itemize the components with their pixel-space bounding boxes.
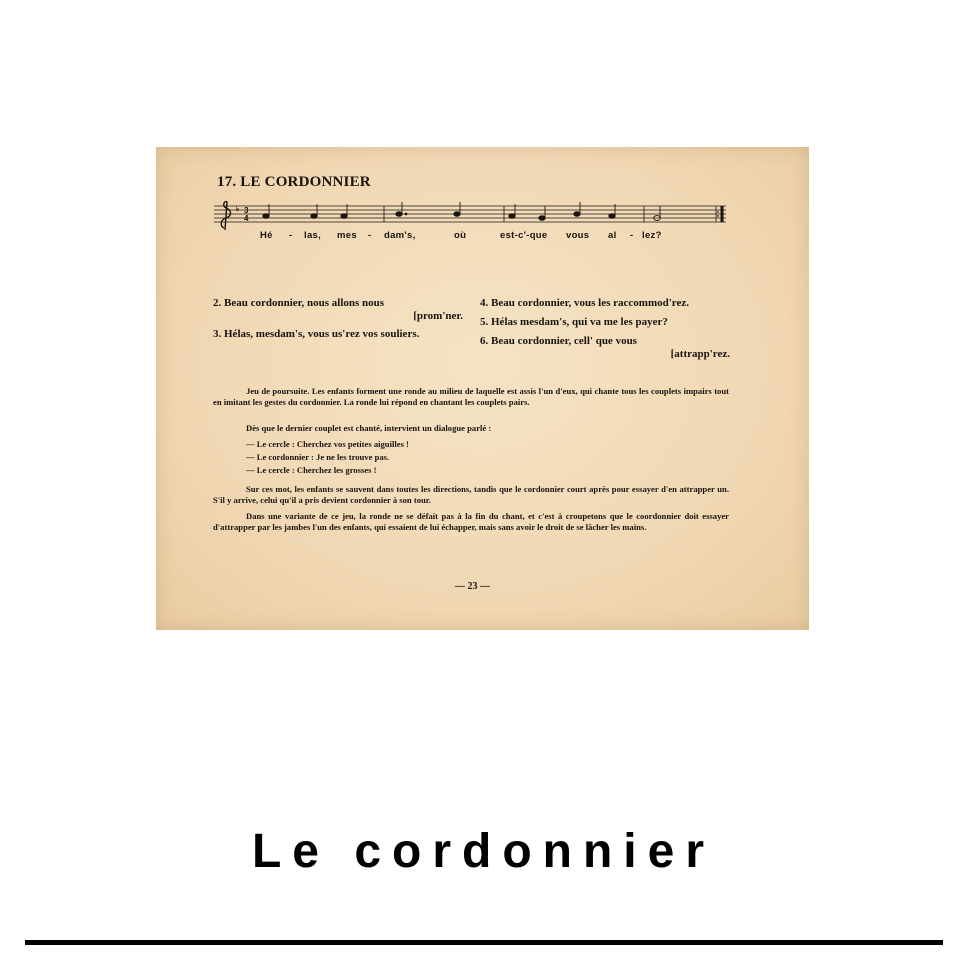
lyric-syllable: vous — [566, 230, 590, 241]
couplet-6 — [480, 335, 730, 361]
page-number: — 23 — — [455, 581, 490, 592]
couplet-3 — [213, 328, 473, 341]
caption-title: Le cordonnier — [251, 825, 716, 878]
paragraph-rules: Jeu de poursuite. Les enfants forment une ronde au milieu de laquelle est assis l'un d'eux, qui chante tous les couplets impairs tout en imitant les gestes du cordonnier. La ronde lui répond en chantant les couplets pairs. — [213, 386, 729, 407]
song-title: 17. LE CORDONNIER — [217, 174, 371, 190]
couplet-continuation: [prom'ner. — [413, 310, 463, 322]
lyric-syllable: lez? — [642, 230, 662, 241]
couplet-5 — [480, 316, 735, 329]
couplet-text: 6. Beau cordonnier, cell' que vous — [480, 335, 637, 347]
paragraph-chase: Sur ces mot, les enfants se sauvent dans toutes les directions, tandis que le cordonnier court après pour essayer d'en attrapper un. S'il y arrive, celui qu'il a pris devient cordonnier à son tour. — [213, 484, 729, 505]
dialogue-line: — Le cercle : Cherchez les grosses ! — [246, 465, 377, 475]
lyric-syllable: où — [454, 230, 467, 241]
lyric-syllable: dam's, — [384, 230, 416, 241]
flat-icon: ♭ — [236, 206, 240, 213]
lyric-syllable: mes — [337, 230, 357, 241]
lyric-syllable: est-c'-que — [500, 230, 548, 241]
lyrics-line — [214, 230, 726, 244]
couplet-text: 3. Hélas, mesdam's, vous us'rez vos souliers. — [213, 328, 420, 340]
lyric-syllable: al — [608, 230, 617, 241]
lyric-syllable: las, — [304, 230, 322, 241]
time-signature-icon: 3 — [244, 206, 249, 215]
couplet-4 — [480, 297, 735, 310]
couplet-text: 4. Beau cordonnier, vous les raccommod'rez. — [480, 297, 689, 309]
bottom-rule — [25, 940, 943, 945]
couplet-2 — [213, 297, 463, 323]
lyric-syllable: - — [368, 230, 372, 241]
lyric-syllable: - — [630, 230, 634, 241]
couplet-text: 5. Hélas mesdam's, qui va me les payer? — [480, 316, 668, 328]
lyric-syllable: - — [289, 230, 293, 241]
dialogue-line: — Le cercle : Cherchez vos petites aiguilles ! — [246, 439, 409, 449]
dialogue-line: — Le cordonnier : Je ne les trouve pas. — [246, 452, 390, 462]
lyric-syllable: Hé — [260, 230, 273, 241]
svg-text:4: 4 — [244, 214, 249, 223]
paragraph-dialogue-intro: Dès que le dernier couplet est chanté, intervient un dialogue parlé : — [246, 423, 492, 433]
couplet-text: 2. Beau cordonnier, nous allons nous — [213, 297, 385, 309]
music-staff — [214, 200, 726, 232]
couplet-continuation: [attrapp'rez. — [670, 348, 730, 360]
book-page-scan — [156, 147, 809, 630]
paragraph-variant: Dans une variante de ce jeu, la ronde ne se défait pas à la fin du chant, et c'est à croupetons que le coordonnier doit essayer d'attrapper par les jambes l'un des enfants, qui essaient de lui échapper, mais sans avoir le droit de se lâcher les mains. — [213, 511, 729, 532]
